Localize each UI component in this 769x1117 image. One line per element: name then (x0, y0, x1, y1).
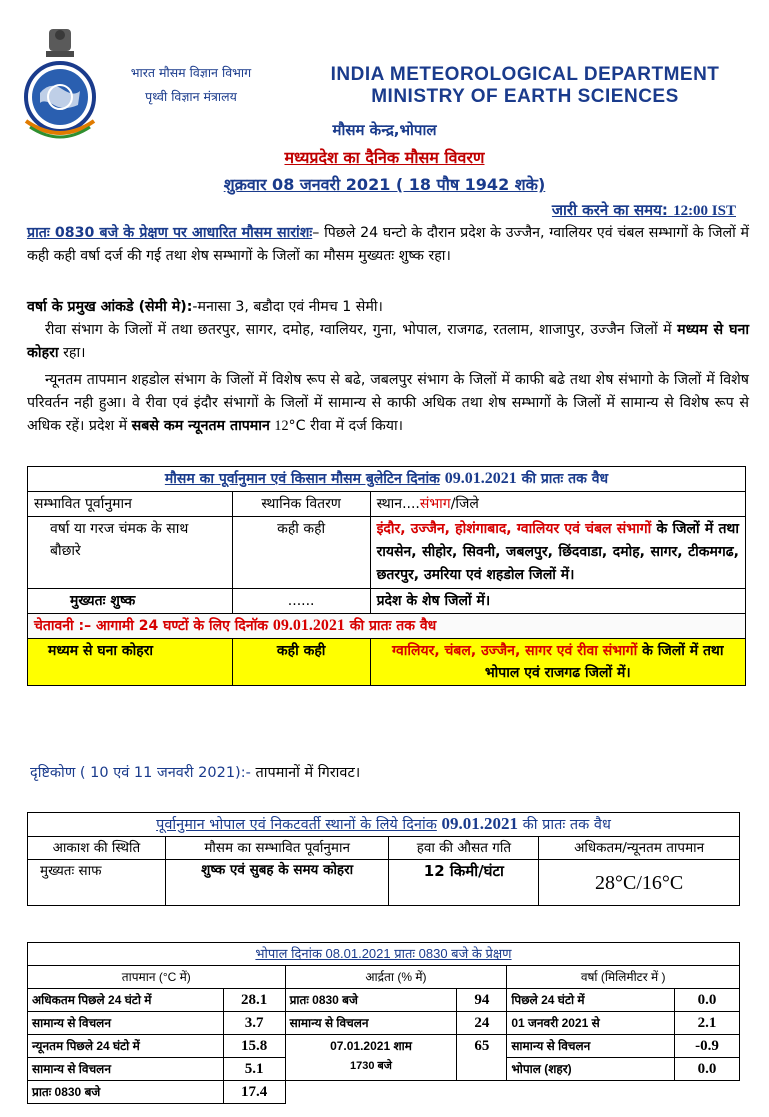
obs-value: 94 (457, 989, 507, 1012)
obs-label: भोपाल (शहर) (507, 1058, 675, 1081)
obs-value: 0.0 (675, 989, 740, 1012)
obs-value: 65 (457, 1035, 507, 1081)
outlook-label: दृष्टिकोण ( 10 एवं 11 जनवरी 2021):- (30, 765, 251, 781)
obs-value: 3.7 (223, 1012, 285, 1035)
warning-title-row (28, 614, 746, 639)
fog-summary (27, 319, 749, 365)
warning-fog-distribution: कही कही (232, 639, 370, 686)
obs-row (28, 989, 740, 1012)
warning-fog-places (370, 639, 745, 686)
centre-name: मौसम केन्द्र,भोपाल (332, 121, 437, 139)
forecast-rain-places (370, 517, 745, 589)
places-header-c: /जिले (450, 496, 479, 512)
obs-label: पिछले 24 घंटो में (507, 989, 675, 1012)
rainfall-figures (27, 296, 749, 319)
weather-summary (27, 222, 749, 268)
obs-row (28, 1081, 740, 1104)
bhopal-col-weather: मौसम का सम्भावित पूर्वानुमान (165, 837, 389, 860)
obs-header-row (28, 966, 740, 989)
issue-time (552, 200, 736, 220)
obs-label: 01 जनवरी 2021 से (507, 1012, 675, 1035)
temp-sep: / (636, 871, 642, 894)
obs-label: सामान्य से विचलन (28, 1012, 224, 1035)
warn-places-black: के जिलों में तथा भोपाल एवं राजगढ जिलों में। (484, 643, 724, 681)
forecast-col-places (370, 492, 745, 517)
temp-max-unit: °C (614, 871, 637, 894)
bhopal-forecast-post: की प्रातः तक वैध (522, 817, 611, 833)
outlook-text: तापमानों में गिरावट। (255, 765, 361, 781)
obs-value: 28.1 (223, 989, 285, 1012)
obs-label: प्रातः 0830 बजे (28, 1081, 224, 1104)
bhopal-sky-value: मुख्यतः साफ (28, 860, 166, 906)
report-date: शुक्रवार 08 जनवरी 2021 ( 18 पौष 1942 शके) (223, 175, 546, 194)
lowest-temp-unit: °C (288, 418, 306, 434)
lowest-temp-value: 12 (274, 418, 289, 434)
forecast-header-row (28, 492, 746, 517)
temp-min: 16 (641, 871, 662, 894)
dept-name-english: INDIA METEOROLOGICAL DEPARTMENT (330, 64, 720, 85)
forecast-row-rain (28, 517, 746, 589)
places-header-a: स्थान.... (376, 496, 420, 512)
obs-value: 17.4 (223, 1081, 285, 1104)
bhopal-forecast-table (27, 812, 740, 906)
obs-label: सामान्य से विचलन (507, 1035, 675, 1058)
forecast-col-event: सम्भावित पूर्वानुमान (28, 492, 233, 517)
bhopal-header-row (28, 837, 740, 860)
obs-value: 0.0 (675, 1058, 740, 1081)
warning-title-post: की प्रातः तक वैध (349, 618, 437, 634)
outlook (30, 762, 360, 782)
obs-value: 5.1 (223, 1058, 285, 1081)
warning-row-fog (28, 639, 746, 686)
forecast-row-dry (28, 589, 746, 614)
places-header-b: संभाग (419, 496, 451, 512)
temp-min-unit: °C (661, 871, 684, 894)
lowest-temp-label: सबसे कम न्यूनतम तापमान (131, 418, 270, 434)
warning-fog-event: मध्यम से घना कोहरा (28, 639, 233, 686)
rain-places-black: के जिलों में तथा रायसेन, सीहोर, सिवनी, जबलपुर, छिंदवाडा, दमोह, सागर, टीकमगढ, छतरपुर, उमरिया एवं शहडोल जिलों में। (376, 521, 740, 583)
obs-row (28, 1035, 740, 1058)
obs-label: सामान्य से विचलन (285, 1012, 457, 1035)
obs-value: 24 (457, 1012, 507, 1035)
obs-empty (285, 1081, 739, 1104)
obs-label: अधिकतम पिछले 24 घंटो में (28, 989, 224, 1012)
obs-label: प्रातः 0830 बजे (285, 989, 457, 1012)
forecast-rain-distribution: कही कही (232, 517, 370, 589)
obs-col-rain: वर्षा (मिलिमीटर में ) (507, 966, 740, 989)
bhopal-col-sky: आकाश की स्थिति (28, 837, 166, 860)
forecast-dry-places: प्रदेश के शेष जिलों में। (370, 589, 745, 614)
rain-places-red: इंदौर, उज्जैन, होशंगाबाद, ग्वालियर एवं चंबल संभागों (376, 521, 652, 537)
bhopal-wind-value: 12 किमी/घंटा (389, 860, 539, 906)
obs-value: -0.9 (675, 1035, 740, 1058)
forecast-title-row (28, 467, 746, 492)
forecast-dry-event: मुख्यतः शुष्क (28, 589, 233, 614)
summary-heading: प्रातः 0830 बजे के प्रेक्षण पर आधारित मौसम सारांशः (27, 225, 313, 241)
obs-value: 2.1 (675, 1012, 740, 1035)
fog-bold: मध्यम से घना कोहरा (27, 322, 750, 361)
bhopal-forecast-title: पूर्वानुमान भोपाल एवं निकटवर्ती स्थानों के लिये दिनांक (156, 817, 437, 833)
obs-label: सामान्य से विचलन (28, 1058, 224, 1081)
temp-text: न्यूनतम तापमान शहडोल संभाग के जिलों में विशेष रूप से बढे, जबलपुर संभाग के जिलों में काफी बढे तथा शेष संभागो के जिलों में विशेष परिवर्तन नही हुआ। वे रीवा एवं इंदौर संभागों के जिलों में सामान्य से काफी अधिक तथा शेष सम्भागों के जिलों में सामान्य से विशेष रूप से अधिक रहें। प्रदेश में (27, 372, 749, 434)
obs-label-line1: 07.01.2021 शाम (330, 1039, 412, 1053)
forecast-rain-event: वर्षा या गरज चंमक के साथ बौछारे (28, 517, 233, 589)
observation-table (27, 942, 740, 1104)
warn-places-red: ग्वालियर, चंबल, उज्जैन, सागर एवं रीवा संभागों (392, 643, 638, 659)
forecast-col-distribution: स्थानिक वितरण (232, 492, 370, 517)
ministry-name-hindi: पृथ्वी विज्ञान मंत्रालय (145, 89, 237, 104)
obs-title-row (28, 943, 740, 966)
obs-label-line2: 1730 बजे (350, 1060, 392, 1072)
bhopal-temp-value (539, 860, 740, 906)
issue-time-value: 12:00 IST (673, 203, 736, 219)
temp-max: 28 (594, 871, 615, 894)
bhopal-values-row (28, 860, 740, 906)
forecast-title-post: की प्रातः तक वैध (521, 471, 609, 487)
temperature-summary (27, 369, 749, 438)
rainfall-text: -मनासा 3, बडौदा एवं नीमच 1 सेमी। (192, 299, 383, 315)
bhopal-title-row (28, 813, 740, 837)
obs-value: 15.8 (223, 1035, 285, 1058)
dept-name-hindi: भारत मौसम विज्ञान विभाग (130, 65, 252, 80)
summary-text: – पिछले 24 घन्टो के दौरान प्रदेश के उज्जैन, ग्वालियर एवं चंबल सम्भागों के जिलों में कही कही वर्षा दर्ज की गई तथा शेष सम्भागों के जिलों का मौसम मुख्यतः शुष्क रहा। (27, 225, 749, 264)
bhopal-forecast-date: 09.01.2021 (441, 814, 518, 833)
obs-label: न्यूनतम पिछले 24 घंटो में (28, 1035, 224, 1058)
lowest-temp-tail: रीवा में दर्ज किया। (310, 418, 404, 434)
issue-time-label: जारी करने का समय: (551, 201, 668, 219)
forecast-dry-distribution: ...... (232, 589, 370, 614)
bhopal-col-temp: अधिकतम/न्यूनतम तापमान (539, 837, 740, 860)
page-title: मध्यप्रदेश का दैनिक मौसम विवरण (284, 148, 485, 167)
warning-title-date: 09.01.2021 (272, 617, 345, 634)
warning-title: चेतावनी :– आगामी 24 घण्टों के लिए दिनॉक (34, 618, 268, 634)
forecast-table (27, 466, 746, 686)
bhopal-col-wind: हवा की औसत गति (389, 837, 539, 860)
rainfall-label: वर्षा के प्रमुख आंकडे (सेमी मे): (27, 299, 193, 315)
forecast-title-date: 09.01.2021 (444, 470, 517, 487)
bhopal-weather-value: शुष्क एवं सुबह के समय कोहरा (165, 860, 389, 906)
obs-title: भोपाल दिनांक 08.01.2021 प्रातः 0830 बजे के प्रेक्षण (255, 946, 512, 961)
fog-text-1: रीवा संभाग के जिलों में तथा छतरपुर, सागर, दमोह, ग्वालियर, गुना, भोपाल, राजगढ, रतलाम, शाजापुर, उज्जैन जिलों में (45, 322, 672, 338)
forecast-title: मौसम का पूर्वानुमान एवं किसान मौसम बुलेटिन दिनांक (164, 471, 440, 487)
obs-label (285, 1035, 457, 1081)
fog-text-2: रहा। (63, 345, 86, 361)
obs-row (28, 1012, 740, 1035)
ministry-name-english: MINISTRY OF EARTH SCIENCES (371, 86, 679, 107)
obs-col-humidity: आर्द्रता (% में) (285, 966, 507, 989)
obs-col-temp: तापमान (°C में) (28, 966, 286, 989)
